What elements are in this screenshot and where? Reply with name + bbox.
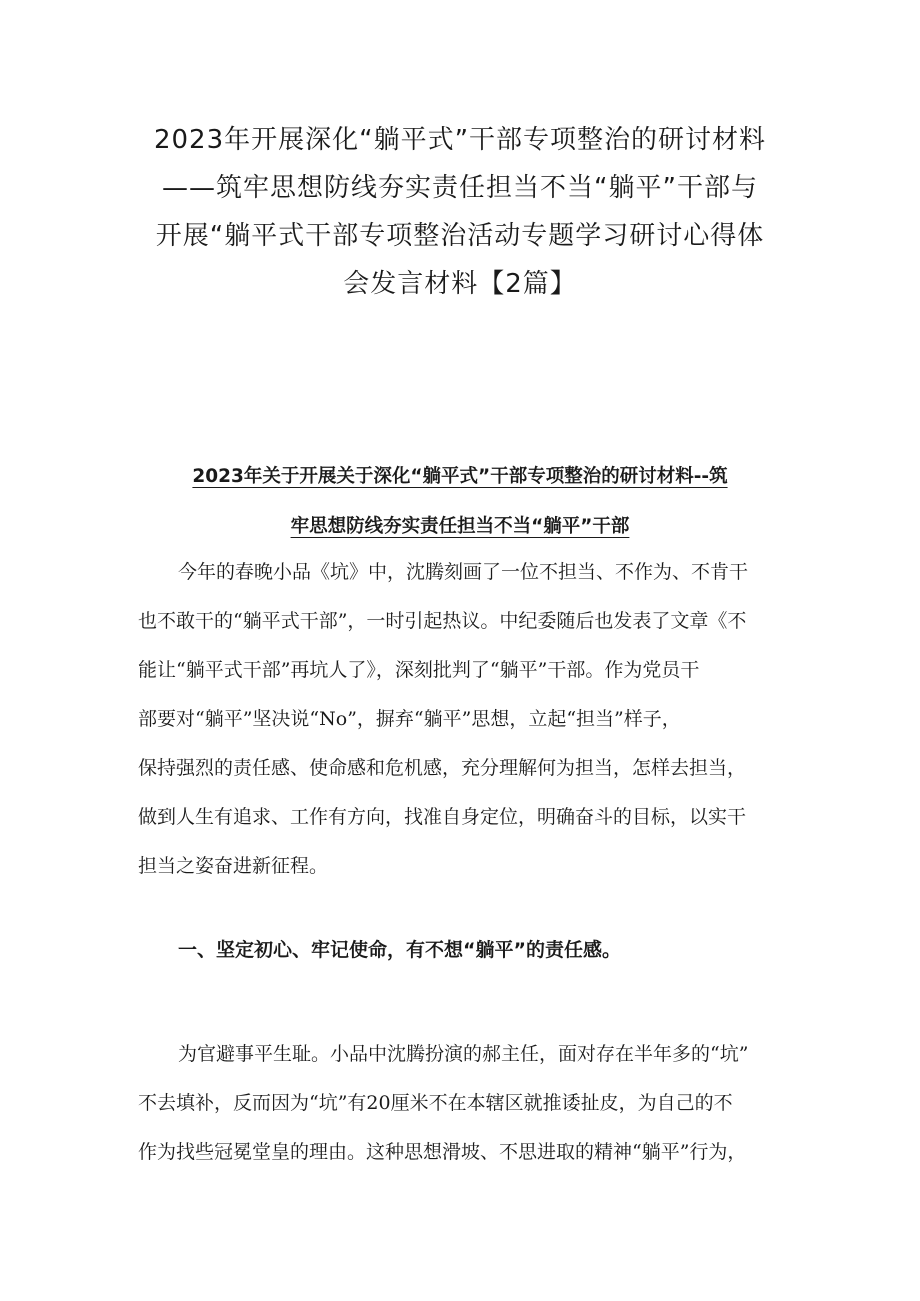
paragraph-point-one (138, 1030, 788, 1177)
paragraph-line: 能让“躺平式干部”再坑人了》，深刻批判了“躺平”干部。作为党员干 (138, 659, 700, 681)
paragraph-line: 也不敢干的“躺平式干部”，一时引起热议。中纪委随后也发表了文章《不 (138, 610, 747, 632)
main-title-line: ——筑牢思想防线夯实责任担当不当“躺平”干部与 (162, 173, 758, 203)
paragraph-line: 做到人生有追求、工作有方向，找准自身定位，明确奋斗的目标，以实干 (138, 806, 747, 828)
main-title-line: 开展“躺平式干部专项整治活动专题学习研讨心得体 (155, 221, 765, 251)
paragraph-line: 部要对“躺平”坚决说“No”，摒弃“躺平”思想，立起“担当”样子， (138, 708, 681, 730)
heading-point-one: 一、坚定初心、牢记使命，有不想“躺平”的责任感。 (178, 939, 621, 961)
paragraph-line: 今年的春晚小品《坑》中，沈腾刻画了一位不担当、不作为、不肯干 (178, 561, 749, 583)
document-main-title (120, 116, 800, 308)
paragraph-line: 为官避事平生耻。小品中沈腾扮演的郝主任，面对存在半年多的“坑” (178, 1043, 749, 1065)
main-title-line: 会发言材料【2篇】 (343, 269, 577, 299)
paragraph-line: 不去填补，反而因为“坑”有20厘米不在本辖区就推诿扯皮，为自己的不 (138, 1092, 733, 1114)
section-title-line: 牢思想防线夯实责任担当不当“躺平”干部 (290, 516, 630, 537)
section-title-line: 2023年关于开展关于深化“躺平式”干部专项整治的研讨材料--筑 (192, 466, 728, 487)
paragraph-line: 作为找些冠冕堂皇的理由。这种思想滑坡、不思进取的精神“躺平”行为， (138, 1141, 747, 1163)
paragraph-intro (138, 548, 788, 891)
section-title (140, 452, 780, 552)
main-title-line: 2023年开展深化“躺平式”干部专项整治的研讨材料 (153, 125, 767, 155)
paragraph-line: 担当之姿奋进新征程。 (138, 855, 329, 877)
paragraph-line: 保持强烈的责任感、使命感和危机感，充分理解何为担当，怎样去担当， (138, 757, 747, 779)
